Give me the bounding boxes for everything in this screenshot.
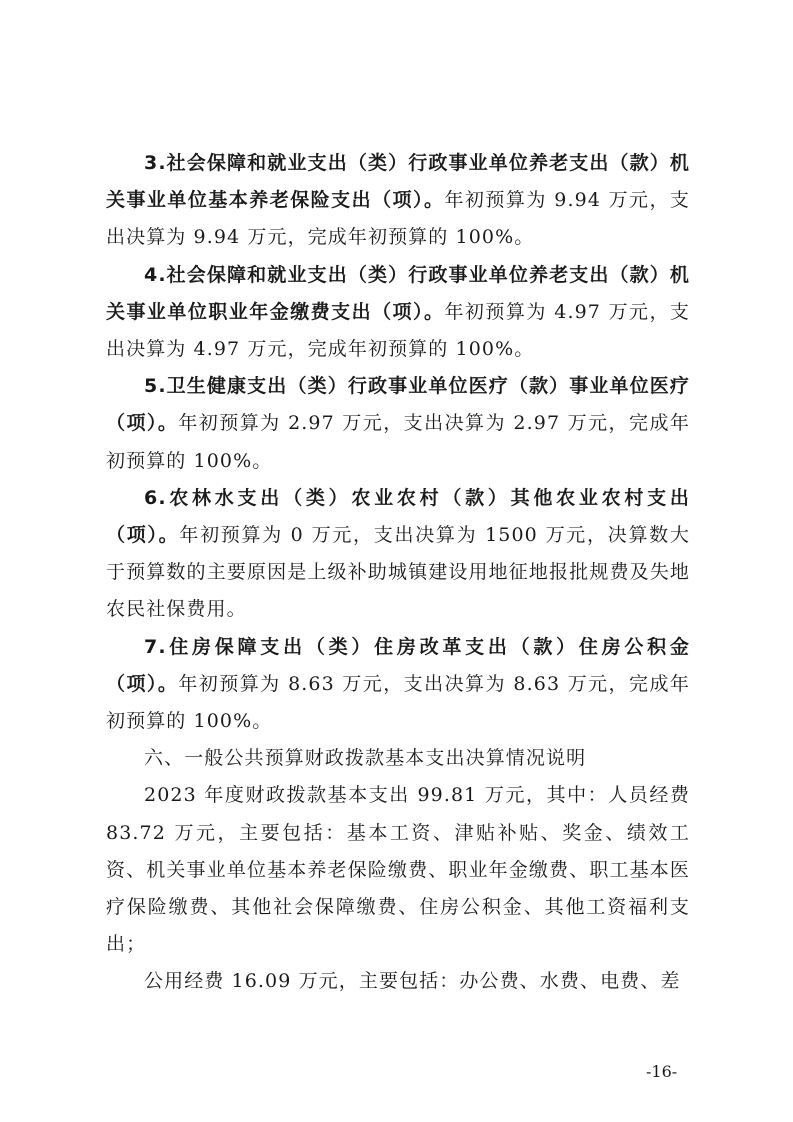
item-7-title: 7.住房保障支出（类）住房改革支出（款）住房公积金（项）。 (106, 635, 690, 695)
item-6-body: 年初预算为 0 万元，支出决算为 1500 万元，决算数大于预算数的主要原因是上级补助城镇建设用地征地报批规费及失地农民社保费用。 (106, 524, 690, 621)
paragraph-public-expenses: 公用经费 16.09 万元，主要包括：办公费、水费、电费、差 (144, 970, 681, 993)
document-body (106, 145, 690, 1001)
item-3-title: 3.社会保障和就业支出（类）行政事业单位养老支出（款）机关事业单位基本养老保险支出（项）。 (106, 152, 690, 212)
item-5 (106, 368, 690, 480)
item-6-title: 6.农林水支出（类）农业农村（款）其他农业农村支出（项）。 (106, 486, 690, 547)
item-4 (106, 257, 690, 369)
item-5-title: 5.卫生健康支出（类）行政事业单位医疗（款）事业单位医疗（项）。 (106, 375, 690, 435)
item-7-body: 年初预算为 8.63 万元，支出决算为 8.63 万元，完成年初预算的 100%。 (106, 672, 690, 733)
paragraph-personnel-expenses: 2023 年度财政拨款基本支出 99.81 万元，其中：人员经费 83.72 万元，主要包括：基本工资、津贴补贴、奖金、绩效工资、机关事业单位基本养老保险缴费、职业年金缴费、职工基本医疗保险缴费、其他社会保障缴费、住房公积金、其他工资福利支出； (106, 784, 690, 956)
item-7 (106, 629, 690, 741)
item-4-title: 4.社会保障和就业支出（类）行政事业单位养老支出（款）机关事业单位职业年金缴费支出（项）。 (106, 263, 690, 323)
item-6 (106, 480, 690, 629)
page-number: -16- (646, 1062, 678, 1081)
item-3-body: 年初预算为 9.94 万元，支出决算为 9.94 万元，完成年初预算的 100%。 (106, 189, 691, 249)
item-3 (106, 145, 690, 257)
section-heading: 六、一般公共预算财政拨款基本支出决算情况说明 (144, 747, 587, 770)
item-4-body: 年初预算为 4.97 万元，支出决算为 4.97 万元，完成年初预算的 100%。 (106, 300, 691, 361)
item-5-body: 年初预算为 2.97 万元，支出决算为 2.97 万元，完成年初预算的 100%。 (106, 412, 690, 472)
